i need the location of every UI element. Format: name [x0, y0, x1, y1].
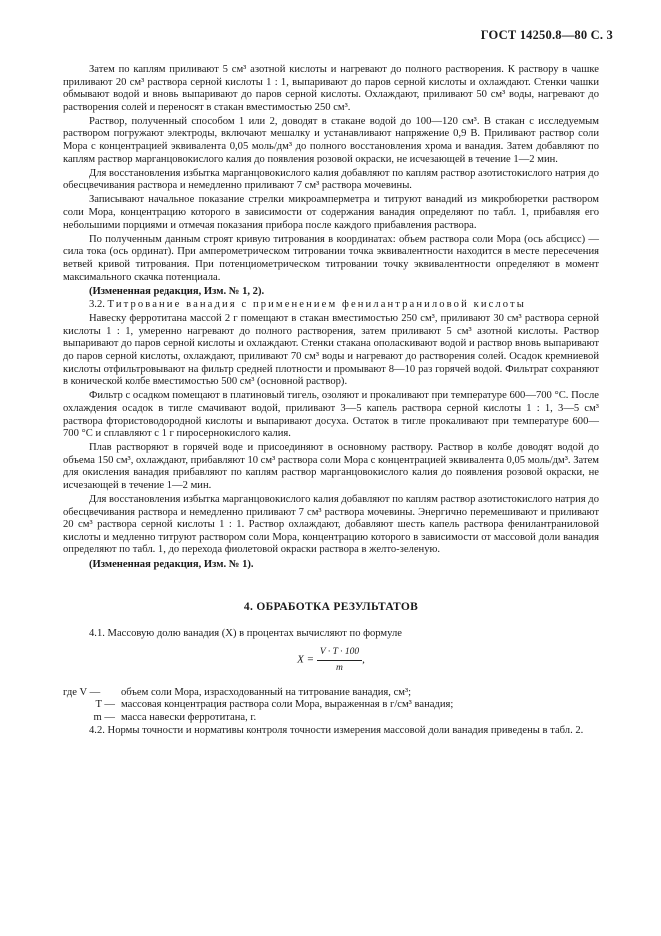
paragraph-4-2: 4.2. Нормы точности и нормативы контроля точности измерения массовой доли ванадия приведены в табл. 2.	[89, 725, 584, 737]
paragraph: Для восстановления избытка марганцовокислого калия добавляют по каплям раствор азотистокислого натрия до обесцвечивания раствора и немедленно приливают 7 см³ раствора мочевины. Энергично перемешивают и приливают 20 см³ раствора серной кислоты 1 : 1. Раствор охлаждают, добавляют шесть капель раствора фенилантраниловой кислоты и медленно титруют раствором соли Мора, концентрацию которого в зависимости от массовой доли ванадия определяют по табл. 1, до перехода фиолетовой окраски раствора в желто-зеленую.	[63, 494, 599, 556]
paragraph: Раствор, полученный способом 1 или 2, доводят в стакане водой до 100—120 см³. В стакан с исследуемым раствором погружают электроды, включают мешалку и устанавливают напряжение 0,9 В. Приливают раствор соли Мора с концентрацией эквивалента 0,05 моль/дм³ до полного восстановления хрома и ванадия. Затем добавляют по каплям раствор марганцовокислого калия до появления розовой окраски, не исчезающей в течение 1—2 мин.	[63, 115, 599, 165]
paragraph: Затем по каплям приливают 5 см³ азотной кислоты и нагревают до полного растворения. К раствору в чашке приливают 20 см³ раствора серной кислоты 1 : 1, выпаривают до паров серной кислоты и охлаждают. Стенки чашки обмывают водой и вновь выпаривают до паров серной кислоты. Охлаждают, приливают 50 см³ воды, нагревают до растворения солей и переносят в стакан вместимостью 250 см³.	[63, 64, 599, 113]
definition-symbol: m —	[93, 711, 115, 723]
paragraph: Для восстановления избытка марганцовокислого калия добавляют по каплям раствор азотистокислого натрия до обесцвечивания раствора и немедленно приливают 7 см³ раствора мочевины.	[63, 167, 599, 192]
definition-row	[63, 699, 599, 712]
formula-numerator: V · T · 100	[317, 646, 362, 661]
section-title: 4. ОБРАБОТКА РЕЗУЛЬТАТОВ	[243, 601, 419, 614]
definition-symbol: где V —	[63, 686, 101, 698]
edition-note: (Измененная редакция, Изм. № 1).	[89, 558, 254, 570]
definition-row	[63, 712, 599, 725]
formula-tail: ,	[362, 653, 365, 666]
formula-lhs: X =	[297, 653, 315, 666]
paragraph-4-1: 4.1. Массовую долю ванадия (X) в процентах вычисляют по формуле	[89, 627, 402, 639]
paragraph: Плав растворяют в горячей воде и присоединяют в основному раствору. Раствор в колбе доводят водой до объема 150 см³, охлаждают, прибавляют 10 см³ раствора соли Мора с концентрацией эквивалента 0,05 моль/дм³. Затем для окисления ванадия прибавляют по каплям раствор марганцовокислого калия до появления розовой окраски, не исчезающей в течение 1—2 мин.	[63, 442, 599, 491]
formula-denominator: m	[336, 662, 343, 673]
formula	[63, 646, 599, 674]
variable-definitions	[63, 687, 599, 725]
definition-symbol: T —	[95, 699, 115, 711]
paragraph: Записывают начальное показание стрелки микроамперметра и титруют ванадий из микробюретки раствором соли Мора, концентрацию которого в зависимости от содержания ванадия определяют по табл. 1, прибавляя его небольшими порциями и отмечая показания прибора после каждого прибавления раствора.	[63, 194, 599, 231]
paragraph: Навеску ферротитана массой 2 г помещают в стакан вместимостью 250 см³, приливают 30 см³ раствора серной кислоты 1 : 1, умеренно нагревают до полного растворения, затем приливают 5 см³ азотной кислоты. Раствор выпаривают до паров серной кислоты и охлаждают. Стенки стакана ополаскивают водой и раствор вновь выпаривают до паров серной кислоты, охлаждают, приливают 70 см³ воды и нагревают до растворения солей. Осадок кремниевой кислоты отфильтровывают на фильтр средней плотности и промывают 8—10 раз горячей водой. Фильтрат сохраняют в конической колбе вместимостью 500 см³ (основной раствор).	[63, 313, 599, 388]
subsection-3-2-heading	[63, 299, 599, 312]
paragraph: По полученным данным строят кривую титрования в координатах: объем раствора соли Мора (ось абсцисс) — сила тока (ось ординат). При амперометрическом титровании точка эквивалентности находится в месте пересечения ветвей кривой титрования. При потенциометрическом титровании точку эквивалентности определяют в момент максимального скачка потенциала.	[63, 233, 599, 283]
formula-fraction	[317, 646, 362, 674]
subsection-number: 3.2.	[89, 299, 105, 311]
subsection-title: Титрование ванадия с применением фенилантраниловой кислоты	[107, 299, 526, 311]
definition-text: массовая концентрация раствора соли Мора, выраженная в г/см³ ванадия;	[121, 699, 454, 711]
definition-text: объем соли Мора, израсходованный на титрование ванадия, см³;	[121, 686, 412, 698]
definition-row	[63, 687, 599, 700]
definition-text: масса навески ферротитана, г.	[121, 711, 257, 723]
edition-note: (Измененная редакция, Изм. № 1, 2).	[89, 285, 265, 297]
page-header: ГОСТ 14250.8—80 С. 3	[480, 28, 613, 42]
document-body	[63, 64, 599, 739]
paragraph: Фильтр с осадком помещают в платиновый тигель, озоляют и прокаливают при температуре 600—700 °С. После охлаждения осадок в тигле смачивают водой, приливают 3—5 капель раствора серной кислоты 1 : 1, 3—5 см³ раствора фтористоводородной кислоты и выпаривают досуха. Остаток в тигле прокаливают при температуре 600—700 °С и сплавляют с 1 г пиросернокислого калия.	[63, 390, 599, 440]
